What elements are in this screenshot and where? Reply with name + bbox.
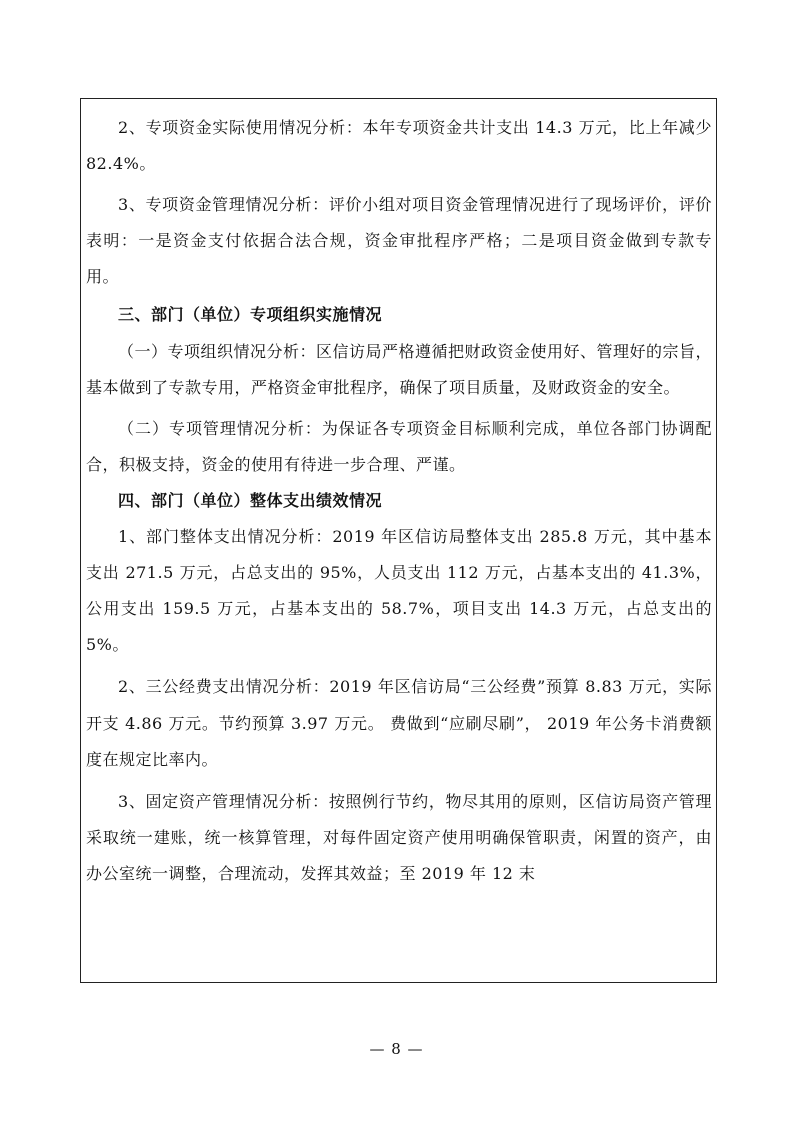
page-number: — 8 — (369, 1040, 424, 1058)
paragraph-management: （二）专项管理情况分析：为保证各专项资金目标顺利完成，单位各部门协调配合，积极支持，资金的使用有待进一步合理、严谨。 (86, 418, 712, 474)
paragraph-overall-expenditure: 1、部门整体支出情况分析：2019 年区信访局整体支出 285.8 万元，其中基本支出 271.5 万元，占总支出的 95%，人员支出 112 万元，占基本支出的 41.3%，公用支出 159.5 万元，占基本支出的 58.7%，项目支出 14.3 万元，占总支出的 5%。 (86, 527, 712, 655)
paragraph-special-fund-usage: 2、专项资金实际使用情况分析：本年专项资金共计支出 14.3 万元，比上年减少 82.4%。 (86, 118, 712, 174)
section-heading-3: 三、部门（单位）专项组织实施情况 (118, 305, 383, 325)
paragraph-fixed-assets: 3、固定资产管理情况分析：按照例行节约，物尽其用的原则，区信访局资产管理采取统一建账，统一核算管理，对每件固定资产使用明确保管职责，闲置的资产，由办公室统一调整，合理流动，发挥其效益；至 2019 年 12 末 (86, 791, 712, 883)
paragraph-special-fund-management: 3、专项资金管理情况分析：评价小组对项目资金管理情况进行了现场评价，评价表明：一是资金支付依据合法合规，资金审批程序严格；二是项目资金做到专款专用。 (86, 195, 712, 287)
paragraph-organization: （一）专项组织情况分析：区信访局严格遵循把财政资金使用好、管理好的宗旨，基本做到了专款专用，严格资金审批程序，确保了项目质量，及财政资金的安全。 (86, 341, 713, 397)
paragraph-three-public-expenses: 2、三公经费支出情况分析：2019 年区信访局“三公经费”预算 8.83 万元，实际开支 4.86 万元。节约预算 3.97 万元。 费做到“应刷尽刷”， 2019 年公务卡消费额度在规定比率内。 (86, 677, 712, 769)
document-body (86, 110, 712, 892)
section-heading-4: 四、部门（单位）整体支出绩效情况 (118, 490, 383, 510)
